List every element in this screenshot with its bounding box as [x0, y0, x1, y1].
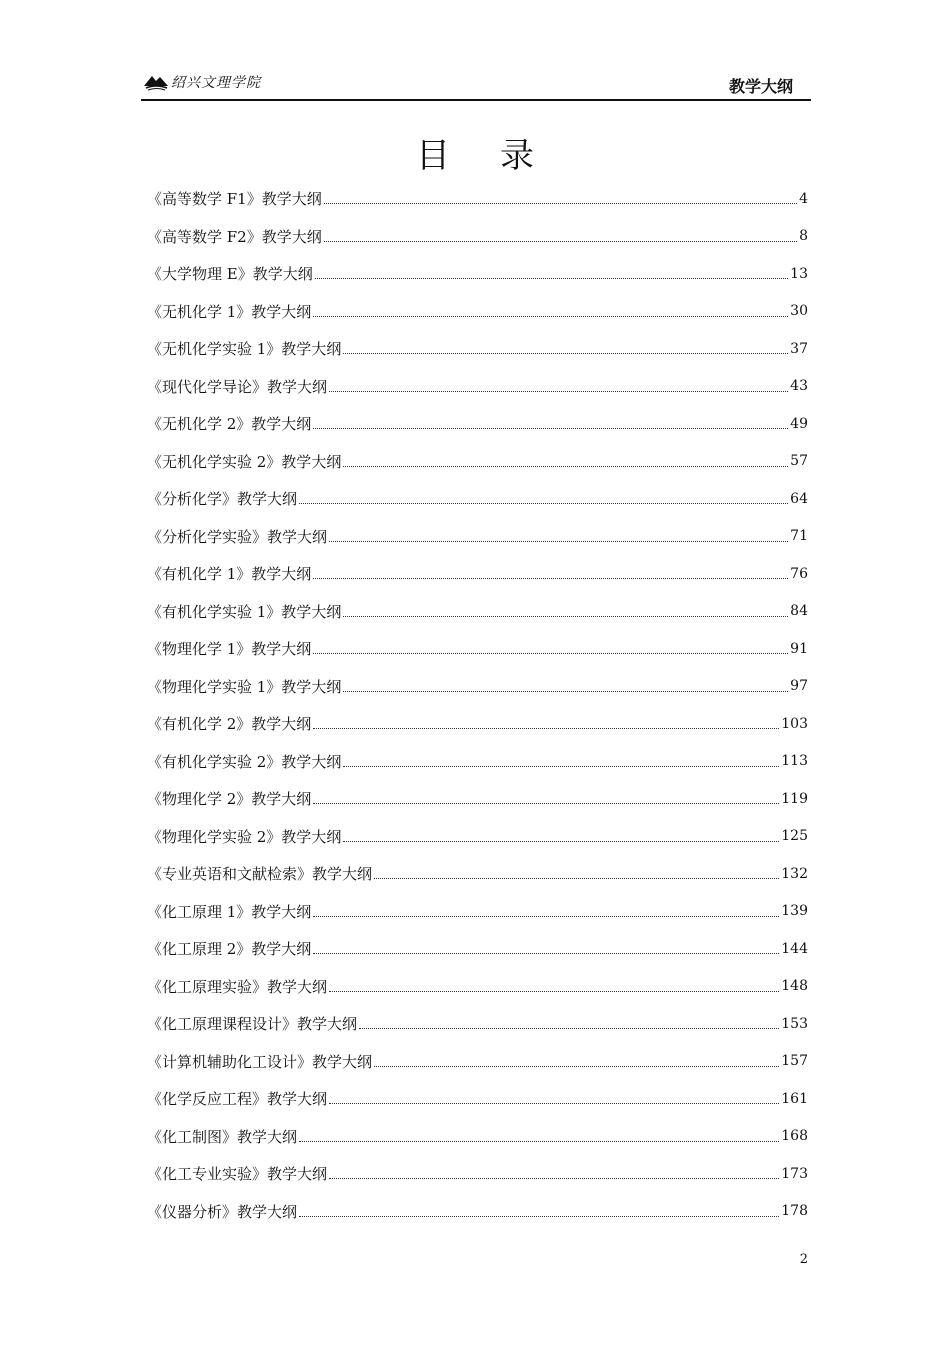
page-title-part2: 录: [500, 136, 536, 176]
toc-entry-title: 《化工原理 2》教学大纲: [147, 940, 312, 959]
toc-entry-page: 49: [790, 415, 808, 432]
toc-entry-title: 《化工原理 1》教学大纲: [147, 902, 312, 921]
toc-dot-leader: [299, 1141, 779, 1142]
toc-dot-leader: [374, 878, 779, 879]
toc-entry-page: 13: [790, 265, 808, 282]
toc-entry-title: 《物理化学 1》教学大纲: [147, 640, 312, 659]
toc-entry-title: 《物理化学实验 1》教学大纲: [147, 677, 342, 696]
toc-dot-leader: [299, 1216, 779, 1217]
toc-entry-title: 《化工原理课程设计》教学大纲: [147, 1015, 358, 1034]
toc-entry-page: 91: [790, 640, 808, 657]
toc-entry-page: 57: [790, 453, 808, 470]
toc-entry[interactable]: [147, 255, 808, 293]
page-title: [0, 128, 952, 177]
toc-entry-page: 132: [781, 865, 808, 882]
toc-entry-title: 《分析化学实验》教学大纲: [147, 527, 328, 546]
toc-entry[interactable]: [147, 555, 808, 593]
toc-dot-leader: [324, 241, 797, 242]
toc-entry[interactable]: [147, 705, 808, 743]
toc-entry-title: 《有机化学 2》教学大纲: [147, 715, 312, 734]
toc-entry-page: 43: [790, 378, 808, 395]
toc-entry-page: 71: [790, 528, 808, 545]
toc-entry[interactable]: [147, 443, 808, 481]
toc-dot-leader: [313, 728, 779, 729]
toc-entry-title: 《分析化学》教学大纲: [147, 490, 298, 509]
toc-entry-title: 《高等数学 F2》教学大纲: [147, 227, 322, 246]
toc-dot-leader: [343, 616, 788, 617]
toc-entry-title: 《物理化学实验 2》教学大纲: [147, 827, 342, 846]
toc-entry-page: 37: [790, 340, 808, 357]
toc-entry-page: 173: [781, 1165, 808, 1182]
toc-dot-leader: [329, 541, 788, 542]
toc-entry[interactable]: [147, 218, 808, 256]
toc-entry-page: 76: [790, 565, 808, 582]
toc-entry-page: 161: [781, 1090, 808, 1107]
toc-entry-page: 64: [790, 490, 808, 507]
page-number: 2: [799, 1252, 808, 1267]
toc-entry-title: 《化学反应工程》教学大纲: [147, 1090, 328, 1109]
toc-dot-leader: [313, 916, 779, 917]
toc-dot-leader: [313, 428, 788, 429]
toc-entry-page: 139: [781, 903, 808, 920]
toc-entry-page: 157: [781, 1053, 808, 1070]
toc-dot-leader: [343, 766, 779, 767]
toc-dot-leader: [324, 203, 797, 204]
toc-entry-title: 《化工制图》教学大纲: [147, 1127, 298, 1146]
toc-dot-leader: [343, 691, 788, 692]
toc-dot-leader: [313, 803, 779, 804]
toc-dot-leader: [313, 953, 779, 954]
toc-entry[interactable]: [147, 930, 808, 968]
toc-entry-title: 《无机化学实验 1》教学大纲: [147, 340, 342, 359]
toc-entry-title: 《有机化学实验 1》教学大纲: [147, 602, 342, 621]
toc-dot-leader: [329, 391, 788, 392]
toc-entry-page: 84: [790, 603, 808, 620]
page-header: [141, 66, 811, 101]
toc-dot-leader: [313, 653, 788, 654]
toc-entry-page: 125: [781, 828, 808, 845]
toc-entry[interactable]: [147, 743, 808, 781]
toc-entry-page: 148: [781, 978, 808, 995]
toc-entry[interactable]: [147, 1155, 808, 1193]
toc-entry[interactable]: [147, 293, 808, 331]
toc-entry[interactable]: [147, 668, 808, 706]
toc-entry-title: 《无机化学 2》教学大纲: [147, 415, 312, 434]
university-logo: [143, 72, 261, 92]
toc-entry[interactable]: [147, 893, 808, 931]
page-title-part1: 目: [416, 136, 452, 176]
toc-entry-page: 178: [781, 1203, 808, 1220]
toc-entry[interactable]: [147, 1193, 808, 1231]
toc-entry[interactable]: [147, 968, 808, 1006]
toc-entry-title: 《现代化学导论》教学大纲: [147, 377, 328, 396]
toc-entry-page: 119: [781, 790, 808, 807]
toc-entry[interactable]: [147, 780, 808, 818]
toc-entry-page: 103: [781, 715, 808, 732]
toc-entry[interactable]: [147, 593, 808, 631]
logo-emblem-icon: [143, 73, 169, 91]
toc-entry[interactable]: [147, 1005, 808, 1043]
toc-entry-page: 153: [781, 1015, 808, 1032]
toc-dot-leader: [374, 1066, 779, 1067]
toc-entry[interactable]: [147, 1080, 808, 1118]
toc-entry[interactable]: [147, 180, 808, 218]
toc-entry-title: 《无机化学 1》教学大纲: [147, 302, 312, 321]
toc-entry[interactable]: [147, 818, 808, 856]
toc-entry[interactable]: [147, 330, 808, 368]
toc-dot-leader: [315, 278, 788, 279]
toc-entry[interactable]: [147, 855, 808, 893]
toc-dot-leader: [359, 1028, 779, 1029]
toc-entry-title: 《物理化学 2》教学大纲: [147, 790, 312, 809]
toc-entry-page: 168: [781, 1128, 808, 1145]
toc-dot-leader: [329, 1103, 779, 1104]
toc-dot-leader: [343, 353, 788, 354]
logo-text: 绍兴文理学院: [171, 75, 261, 91]
toc-dot-leader: [313, 316, 788, 317]
toc-dot-leader: [329, 1178, 779, 1179]
toc-entry-page: 97: [790, 678, 808, 695]
toc-dot-leader: [343, 841, 779, 842]
toc-entry-title: 《计算机辅助化工设计》教学大纲: [147, 1052, 373, 1071]
table-of-contents: [147, 180, 808, 1230]
toc-dot-leader: [313, 578, 788, 579]
toc-entry-title: 《仪器分析》教学大纲: [147, 1202, 298, 1221]
toc-entry[interactable]: [147, 405, 808, 443]
toc-dot-leader: [343, 466, 788, 467]
header-title: 教学大纲: [728, 77, 793, 96]
toc-entry[interactable]: [147, 1043, 808, 1081]
toc-entry-title: 《大学物理 E》教学大纲: [147, 265, 313, 284]
toc-entry-page: 144: [781, 940, 808, 957]
toc-entry-page: 113: [781, 753, 808, 770]
toc-entry-page: 4: [799, 190, 808, 207]
toc-dot-leader: [299, 503, 788, 504]
toc-entry[interactable]: [147, 1118, 808, 1156]
toc-entry-title: 《专业英语和文献检索》教学大纲: [147, 865, 373, 884]
toc-entry-page: 30: [790, 303, 808, 320]
toc-entry-title: 《高等数学 F1》教学大纲: [147, 190, 322, 209]
toc-entry[interactable]: [147, 630, 808, 668]
toc-entry-title: 《化工专业实验》教学大纲: [147, 1165, 328, 1184]
toc-entry-title: 《化工原理实验》教学大纲: [147, 977, 328, 996]
toc-entry-title: 《有机化学实验 2》教学大纲: [147, 752, 342, 771]
toc-entry[interactable]: [147, 518, 808, 556]
toc-entry-title: 《有机化学 1》教学大纲: [147, 565, 312, 584]
toc-entry-title: 《无机化学实验 2》教学大纲: [147, 452, 342, 471]
toc-entry[interactable]: [147, 368, 808, 406]
toc-entry[interactable]: [147, 480, 808, 518]
toc-dot-leader: [329, 991, 779, 992]
toc-entry-page: 8: [799, 228, 808, 245]
